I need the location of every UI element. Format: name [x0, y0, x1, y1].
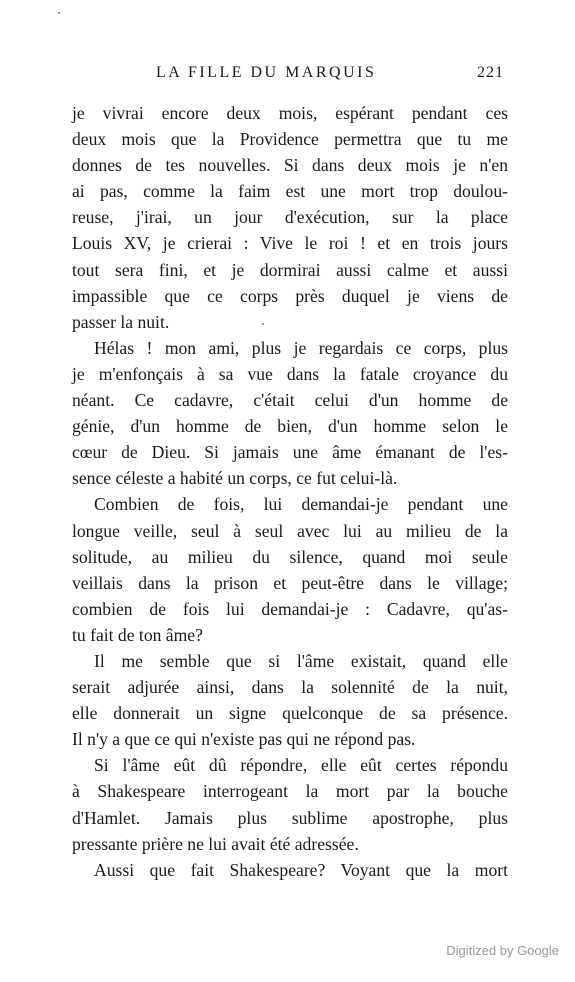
text-line: Aussi que fait Shakespeare? Voyant que la mort: [94, 859, 508, 880]
text-line: serait adjurée ainsi, dans la solennité de la nuit,: [72, 677, 508, 698]
text-line: Hélas ! mon ami, plus je regardais ce corps, plus: [94, 337, 508, 358]
text-line: passer la nuit.: [72, 311, 170, 332]
text-line: tu fait de ton âme?: [72, 624, 203, 645]
paragraph: [72, 100, 508, 335]
running-head: [72, 64, 508, 90]
running-title: LA FILLE DU MARQUIS: [156, 64, 377, 81]
paragraph: [72, 857, 508, 883]
text-line: je m'enfonçais à sa vue dans la fatale croyance du: [72, 363, 508, 384]
paragraph: [72, 335, 508, 492]
text-line: veillais dans la prison et peut-être dans le village;: [72, 572, 508, 593]
page-number: 221: [477, 64, 504, 81]
text-line: donnes de tes nouvelles. Si dans deux mois je n'en: [72, 155, 508, 176]
text-line: Il n'y a que ce qui n'existe pas qui ne répond pas.: [72, 729, 416, 750]
text-line: sence céleste a habité un corps, ce fut celui-là.: [72, 468, 398, 489]
text-line: reuse, j'irai, un jour d'exécution, sur la place: [72, 207, 508, 228]
text-line: deux mois que la Providence permettra que tu me: [72, 129, 508, 150]
text-line: Il me semble que si l'âme existait, quand elle: [94, 650, 508, 671]
paragraph: [72, 491, 508, 648]
text-line: Louis XV, je crierai : Vive le roi ! et en trois jours: [72, 233, 508, 254]
text-line: Si l'âme eût dû répondre, elle eût certes répondu: [94, 755, 508, 776]
text-line: à Shakespeare interrogeant la mort par la bouche: [72, 781, 508, 802]
text-line: cœur de Dieu. Si jamais une âme émanant de l'es-: [72, 442, 508, 463]
scan-speck: [58, 12, 60, 14]
text-line: Combien de fois, lui demandai-je pendant une: [94, 494, 508, 515]
text-line: impassible que ce corps près duquel je viens de: [72, 285, 508, 306]
text-line: solitude, au milieu du silence, quand moi seule: [72, 546, 508, 567]
digitized-watermark: Digitized by Google: [446, 943, 559, 958]
body-text: [72, 100, 508, 883]
text-line: combien de fois lui demandai-je : Cadavre, qu'as-: [72, 598, 508, 619]
paragraph: [72, 752, 508, 856]
text-line: tout sera fini, et je dormirai aussi calme et aussi: [72, 259, 508, 280]
text-line: je vivrai encore deux mois, espérant pendant ces: [72, 103, 508, 123]
text-line: ai pas, comme la faim est une mort trop doulou-: [72, 181, 508, 202]
text-line: d'Hamlet. Jamais plus sublime apostrophe, plus: [72, 807, 508, 828]
text-line: néant. Ce cadavre, c'était celui d'un homme de: [72, 390, 508, 411]
text-line: génie, d'un homme de bien, d'un homme selon le: [72, 416, 508, 437]
paragraph: [72, 648, 508, 752]
text-line: pressante prière ne lui avait été adressée.: [72, 833, 359, 854]
text-line: elle donnerait un signe quelconque de sa présence.: [72, 703, 508, 724]
text-line: longue veille, seul à seul avec lui au milieu de la: [72, 520, 508, 541]
